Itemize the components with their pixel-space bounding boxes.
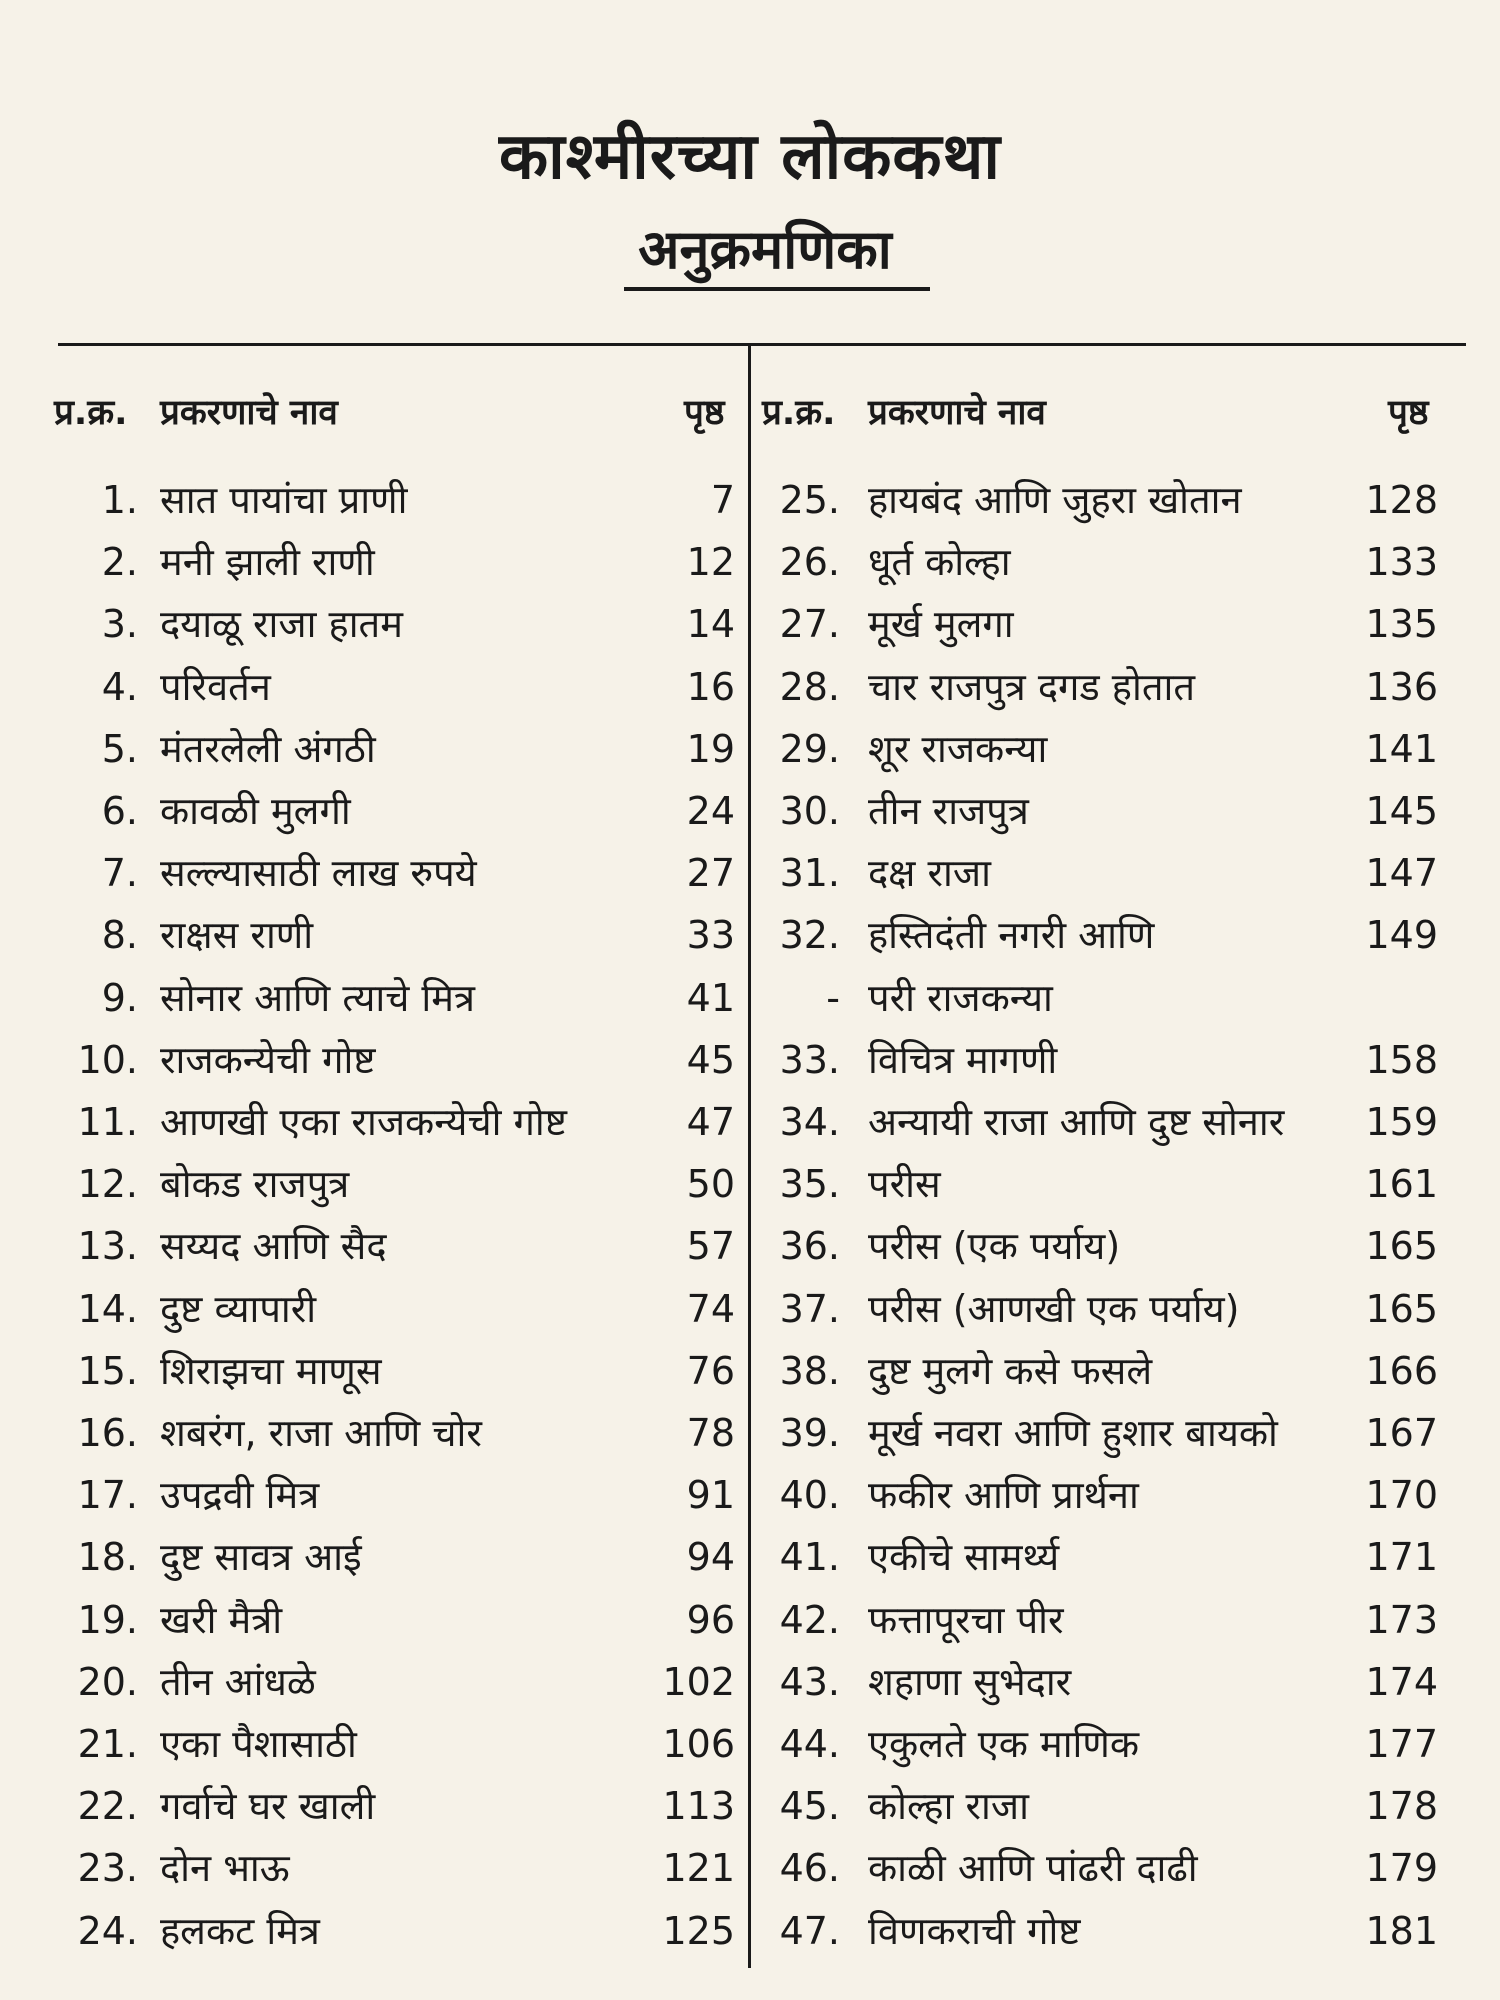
toc-entry [0, 1279, 1500, 1339]
entry-number: 1. [101, 478, 138, 522]
entry-number: 32. [779, 913, 840, 958]
entry-number: 16. [77, 1411, 138, 1455]
entry-title: फत्तापूरचा पीर [868, 1597, 1064, 1642]
entry-page: 133 [1365, 540, 1438, 585]
header-left-name: प्रकरणाचे नाव [160, 393, 338, 433]
entry-title: बोकड राजपुत्र [160, 1162, 350, 1207]
entry-number: 38. [779, 1348, 840, 1393]
entry-number: 3. [101, 602, 138, 647]
header-right-page: पृष्ठ [1388, 393, 1429, 433]
entry-page: 149 [1365, 913, 1438, 958]
entry-page: 174 [1365, 1659, 1438, 1704]
toc-entry [0, 594, 1500, 654]
entry-title: विणकराची गोष्ट [868, 1908, 1081, 1953]
entry-number: 23. [77, 1846, 138, 1891]
entry-number: 43. [779, 1659, 840, 1704]
entry-page: 135 [1365, 602, 1438, 647]
toc-entry [0, 1030, 1500, 1090]
entry-number: 8. [101, 913, 138, 958]
entry-page: 141 [1365, 726, 1438, 771]
entry-title: विचित्र मागणी [868, 1037, 1058, 1082]
toc-entry [0, 1092, 1500, 1152]
entry-title: परीस (आणखी एक पर्याय) [868, 1286, 1240, 1331]
toc-entry [0, 1590, 1500, 1650]
entry-number: 6. [101, 789, 138, 833]
entry-page: 24 [686, 789, 735, 833]
entry-title: कावळी मुलगी [160, 789, 351, 833]
entry-page: 45 [686, 1037, 735, 1082]
entry-number: - [826, 975, 840, 1020]
entry-number: 45. [779, 1784, 840, 1829]
entry-title: हलकट मित्र [160, 1908, 320, 1953]
book-title: काश्मीरच्या लोककथा [498, 120, 1002, 194]
entry-title: परी राजकन्या [868, 975, 1053, 1020]
entry-title: एकीचे सामर्थ्य [868, 1535, 1060, 1580]
entry-title: हायबंद आणि जुहरा खोतान [868, 478, 1242, 522]
entry-number: 33. [779, 1037, 840, 1082]
entry-title: धूर्त कोल्हा [868, 540, 1011, 585]
entry-number: 42. [779, 1597, 840, 1642]
entry-page: 76 [686, 1348, 735, 1393]
entry-title: परीस [868, 1162, 941, 1207]
entry-number: 9. [101, 975, 138, 1020]
entry-title: शहाणा सुभेदार [868, 1659, 1072, 1704]
entry-number: 47. [779, 1908, 840, 1953]
entry-page: 27 [686, 851, 735, 896]
toc-entry [0, 1776, 1500, 1836]
entry-title: एका पैशासाठी [160, 1722, 357, 1766]
entry-title: शूर राजकन्या [868, 726, 1048, 771]
entry-page: 12 [686, 540, 735, 585]
entry-title: कोल्हा राजा [868, 1784, 1029, 1829]
entry-page: 47 [686, 1100, 735, 1144]
entry-title: काळी आणि पांढरी दाढी [868, 1846, 1198, 1891]
entry-number: 4. [101, 664, 138, 709]
entry-number: 10. [77, 1037, 138, 1082]
toc-entry [0, 781, 1500, 841]
entry-title: मूर्ख मुलगा [868, 602, 1014, 647]
entry-title: मूर्ख नवरा आणि हुशार बायको [868, 1411, 1278, 1455]
toc-entry [0, 1154, 1500, 1214]
entry-number: 37. [779, 1286, 840, 1331]
entry-page: 57 [686, 1224, 735, 1269]
page-title: अनुक्रमणिका [638, 218, 892, 281]
entry-page: 136 [1365, 664, 1438, 709]
entry-number: 18. [77, 1535, 138, 1580]
toc-entry [0, 1403, 1500, 1463]
entry-title: उपद्रवी मित्र [160, 1473, 320, 1518]
entry-page: 74 [686, 1286, 735, 1331]
toc-entry [0, 1901, 1500, 1961]
entry-number: 21. [77, 1722, 138, 1766]
entry-title: शिराझचा माणूस [160, 1348, 382, 1393]
entry-title: अन्यायी राजा आणि दुष्ट सोनार [868, 1100, 1285, 1144]
entry-title: सय्यद आणि सैद [160, 1224, 387, 1269]
entry-number: 7. [101, 851, 138, 896]
entry-number: 40. [779, 1473, 840, 1518]
entry-page: 159 [1365, 1100, 1438, 1144]
entry-title: सल्ल्यासाठी लाख रुपये [160, 851, 477, 896]
entry-page: 128 [1365, 478, 1438, 522]
entry-title: आणखी एका राजकन्येची गोष्ट [160, 1100, 567, 1144]
entry-title: तीन आंधळे [160, 1659, 316, 1704]
subtitle-underline [624, 287, 930, 291]
entry-number: 44. [779, 1722, 840, 1766]
entry-page: 7 [710, 478, 735, 522]
entry-number: 46. [779, 1846, 840, 1891]
entry-number: 30. [779, 789, 840, 833]
entry-number: 24. [77, 1908, 138, 1953]
entry-number: 39. [779, 1411, 840, 1455]
entry-page: 113 [662, 1784, 735, 1829]
entry-page: 106 [662, 1722, 735, 1766]
toc-entry [0, 1465, 1500, 1525]
entry-page: 161 [1365, 1162, 1438, 1207]
toc-entry [0, 1341, 1500, 1401]
entry-page: 167 [1365, 1411, 1438, 1455]
entry-number: 29. [779, 726, 840, 771]
entry-page: 173 [1365, 1597, 1438, 1642]
entry-page: 78 [686, 1411, 735, 1455]
toc-entry [0, 1714, 1500, 1774]
entry-title: तीन राजपुत्र [868, 789, 1029, 833]
entry-title: दुष्ट मुलगे कसे फसले [868, 1348, 1153, 1393]
entry-title: दोन भाऊ [160, 1846, 290, 1891]
entry-title: फकीर आणि प्रार्थना [868, 1473, 1139, 1518]
toc-entry [0, 657, 1500, 717]
entry-page: 171 [1365, 1535, 1438, 1580]
entry-page: 177 [1365, 1722, 1438, 1766]
entry-number: 17. [77, 1473, 138, 1518]
entry-number: 20. [77, 1659, 138, 1704]
entry-page: 16 [686, 664, 735, 709]
entry-title: राजकन्येची गोष्ट [160, 1037, 376, 1082]
entry-page: 158 [1365, 1037, 1438, 1082]
entry-page: 125 [662, 1908, 735, 1953]
entry-page: 41 [686, 975, 735, 1020]
entry-page: 91 [686, 1473, 735, 1518]
toc-entry [0, 1216, 1500, 1276]
toc-entry [0, 843, 1500, 903]
entry-title: सात पायांचा प्राणी [160, 478, 408, 522]
entry-title: दुष्ट सावत्र आई [160, 1535, 362, 1580]
toc-entry [0, 1652, 1500, 1712]
entry-number: 36. [779, 1224, 840, 1269]
entry-number: 41. [779, 1535, 840, 1580]
entry-title: राक्षस राणी [160, 913, 314, 958]
entry-page: 102 [662, 1659, 735, 1704]
entry-number: 14. [77, 1286, 138, 1331]
entry-title: हस्तिदंती नगरी आणि [868, 913, 1155, 958]
table-top-rule [58, 343, 1466, 346]
entry-title: परीस (एक पर्याय) [868, 1224, 1121, 1269]
entry-page: 19 [686, 726, 735, 771]
entry-page: 181 [1365, 1908, 1438, 1953]
entry-title: दयाळू राजा हातम [160, 602, 403, 647]
entry-number: 12. [77, 1162, 138, 1207]
entry-number: 22. [77, 1784, 138, 1829]
entry-title: सोनार आणि त्याचे मित्र [160, 975, 475, 1020]
entry-number: 13. [77, 1224, 138, 1269]
header-right-name: प्रकरणाचे नाव [868, 393, 1046, 433]
entry-number: 11. [77, 1100, 138, 1144]
toc-entry [0, 968, 1500, 1028]
entry-page: 14 [686, 602, 735, 647]
entry-number: 15. [77, 1348, 138, 1393]
entry-title: दुष्ट व्यापारी [160, 1286, 317, 1331]
entry-page: 94 [686, 1535, 735, 1580]
entry-page: 147 [1365, 851, 1438, 896]
entry-page: 145 [1365, 789, 1438, 833]
entry-number: 28. [779, 664, 840, 709]
entry-title: चार राजपुत्र दगड होतात [868, 664, 1195, 709]
toc-entry [0, 1838, 1500, 1898]
header-left-number: प्र.क्र. [54, 393, 128, 433]
entry-page: 165 [1365, 1224, 1438, 1269]
entry-number: 27. [779, 602, 840, 647]
entry-number: 25. [779, 478, 840, 522]
entry-title: एकुलते एक माणिक [868, 1722, 1140, 1766]
entry-number: 35. [779, 1162, 840, 1207]
entry-number: 19. [77, 1597, 138, 1642]
entry-title: खरी मैत्री [160, 1597, 283, 1642]
toc-entry [0, 905, 1500, 965]
entry-title: शबरंग, राजा आणि चोर [160, 1411, 482, 1455]
entry-number: 34. [779, 1100, 840, 1144]
entry-page: 165 [1365, 1286, 1438, 1331]
entry-number: 31. [779, 851, 840, 896]
entry-page: 170 [1365, 1473, 1438, 1518]
entry-title: मनी झाली राणी [160, 540, 375, 585]
entry-title: गर्वाचे घर खाली [160, 1784, 376, 1829]
toc-entry [0, 719, 1500, 779]
header-left-page: पृष्ठ [684, 393, 725, 433]
entry-page: 96 [686, 1597, 735, 1642]
toc-entry [0, 470, 1500, 530]
entry-page: 179 [1365, 1846, 1438, 1891]
entry-number: 2. [101, 540, 138, 585]
header-right-number: प्र.क्र. [762, 393, 836, 433]
entry-page: 50 [686, 1162, 735, 1207]
toc-entry [0, 1527, 1500, 1587]
entry-number: 26. [779, 540, 840, 585]
entry-title: मंतरलेली अंगठी [160, 726, 376, 771]
entry-page: 121 [662, 1846, 735, 1891]
entry-title: दक्ष राजा [868, 851, 991, 896]
entry-page: 33 [686, 913, 735, 958]
entry-page: 166 [1365, 1348, 1438, 1393]
entry-title: परिवर्तन [160, 664, 271, 709]
entry-page: 178 [1365, 1784, 1438, 1829]
entry-number: 5. [101, 726, 138, 771]
toc-entry [0, 532, 1500, 592]
